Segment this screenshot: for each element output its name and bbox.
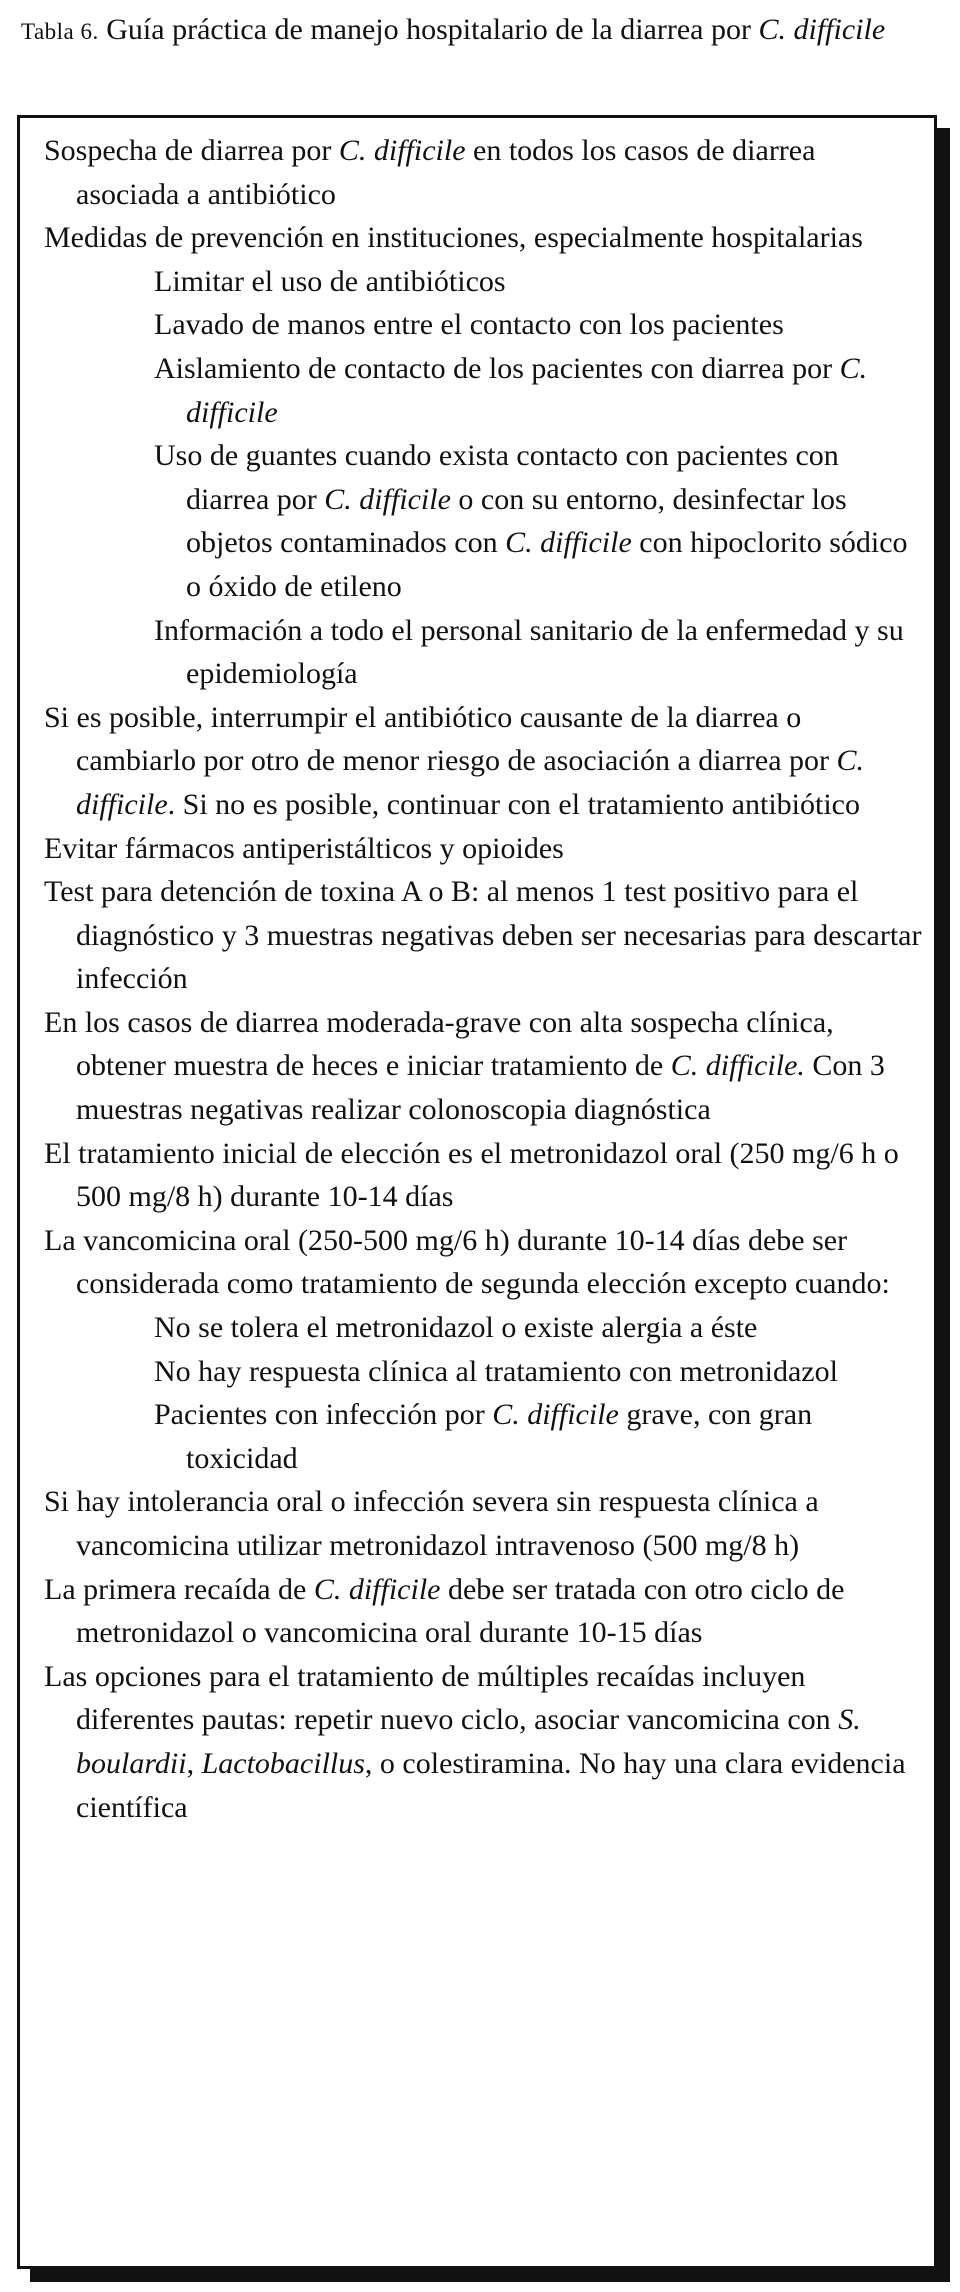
sub-list-item: Lavado de manos entre el contacto con los pacientes bbox=[154, 308, 784, 342]
table-title-organism: C. difficile bbox=[758, 13, 886, 46]
list-item bbox=[44, 129, 924, 216]
item-italic: Lactobacillus bbox=[201, 1746, 365, 1780]
item-text: Sospecha de diarrea por bbox=[44, 134, 339, 167]
list-item: Si hay intolerancia oral o infección severa sin respuesta clínica a vancomicina utilizar metronidazol intravenoso (500 mg/8 h) bbox=[44, 1485, 819, 1562]
item-italic: C. difficile bbox=[324, 482, 451, 516]
list-item: La vancomicina oral (250-500 mg/6 h) durante 10-14 días debe ser considerada como tratamiento de segunda elección excepto cuando: bbox=[44, 1223, 890, 1301]
sub-list-item bbox=[44, 347, 924, 434]
item-text: En los casos de diarrea moderada-grave con alta sospecha clínica, obtener muestra de heces e iniciar tratamiento de bbox=[44, 1005, 834, 1083]
item-text: grave, con gran toxicidad bbox=[186, 1398, 813, 1475]
table-caption bbox=[21, 10, 951, 52]
sub-list-item bbox=[44, 1393, 924, 1480]
item-italic: C. difficile bbox=[313, 1572, 441, 1606]
item-text: debe ser tratada con otro ciclo de metronidazol o vancomicina oral durante 10-15 días bbox=[76, 1572, 845, 1650]
list-item bbox=[44, 1568, 924, 1655]
sub-list-item: Información a todo el personal sanitario de la enfermedad y su epidemiología bbox=[154, 613, 904, 691]
item-italic: C. difficile bbox=[76, 744, 865, 821]
item-italic: C. difficile. bbox=[670, 1049, 805, 1083]
item-text: Las opciones para el tratamiento de múltiples recaídas incluyen diferentes pautas: repetir nuevo ciclo, asociar vancomicina con bbox=[44, 1659, 839, 1737]
item-text: , bbox=[186, 1746, 202, 1780]
item-italic: C. difficile bbox=[186, 351, 868, 429]
list-item bbox=[44, 1655, 924, 1829]
list-item: Evitar fármacos antiperistálticos y opioides bbox=[44, 831, 564, 865]
list-item: Medidas de prevención en instituciones, especialmente hospitalarias bbox=[44, 221, 863, 255]
list-item: El tratamiento inicial de elección es el metronidazol oral (250 mg/6 h o 500 mg/8 h) durante 10-14 días bbox=[44, 1136, 899, 1214]
table-body bbox=[44, 129, 924, 1829]
list-item: Test para detención de toxina A o B: al menos 1 test positivo para el diagnóstico y 3 muestras negativas deben ser necesarias para descartar infección bbox=[44, 875, 922, 996]
table-frame bbox=[17, 115, 937, 2269]
item-text: con hipoclorito sódico o óxido de etileno bbox=[186, 526, 908, 603]
table-title: Guía práctica de manejo hospitalario de la diarrea por bbox=[98, 13, 759, 46]
item-text: . Si no es posible, continuar con el tratamiento antibiótico bbox=[167, 787, 860, 821]
sub-list-item bbox=[44, 434, 924, 608]
item-text: Con 3 muestras negativas realizar colonoscopia diagnóstica bbox=[76, 1049, 885, 1127]
list-item bbox=[44, 1001, 924, 1132]
item-italic: C. difficile bbox=[492, 1398, 619, 1432]
item-text: La primera recaída de bbox=[44, 1572, 314, 1606]
item-text: o con su entorno, desinfectar los objetos contaminados con bbox=[186, 482, 847, 560]
item-text: Uso de guantes cuando exista contacto con pacientes con diarrea por bbox=[154, 439, 839, 516]
item-text: Pacientes con infección por bbox=[154, 1398, 493, 1432]
item-text: Si es posible, interrumpir el antibiótico causante de la diarrea o cambiarlo por otro de menor riesgo de asociación a diarrea por bbox=[44, 700, 837, 778]
item-italic: C. difficile bbox=[505, 526, 632, 560]
item-text: , o colestiramina. No hay una clara evidencia científica bbox=[76, 1746, 906, 1824]
sub-list-item: Limitar el uso de antibióticos bbox=[154, 264, 506, 298]
table-label: Tabla 6. bbox=[21, 19, 99, 44]
item-italic: S. boulardii bbox=[76, 1703, 861, 1780]
item-italic: C. difficile bbox=[338, 134, 466, 167]
sub-list-item: No hay respuesta clínica al tratamiento con metronidazol bbox=[154, 1354, 838, 1388]
item-text: Aislamiento de contacto de los pacientes con diarrea por bbox=[154, 351, 840, 385]
sub-list-item: No se tolera el metronidazol o existe alergia a éste bbox=[154, 1311, 758, 1345]
item-text: en todos los casos de diarrea asociada a antibiótico bbox=[76, 134, 816, 211]
list-item bbox=[44, 696, 924, 827]
